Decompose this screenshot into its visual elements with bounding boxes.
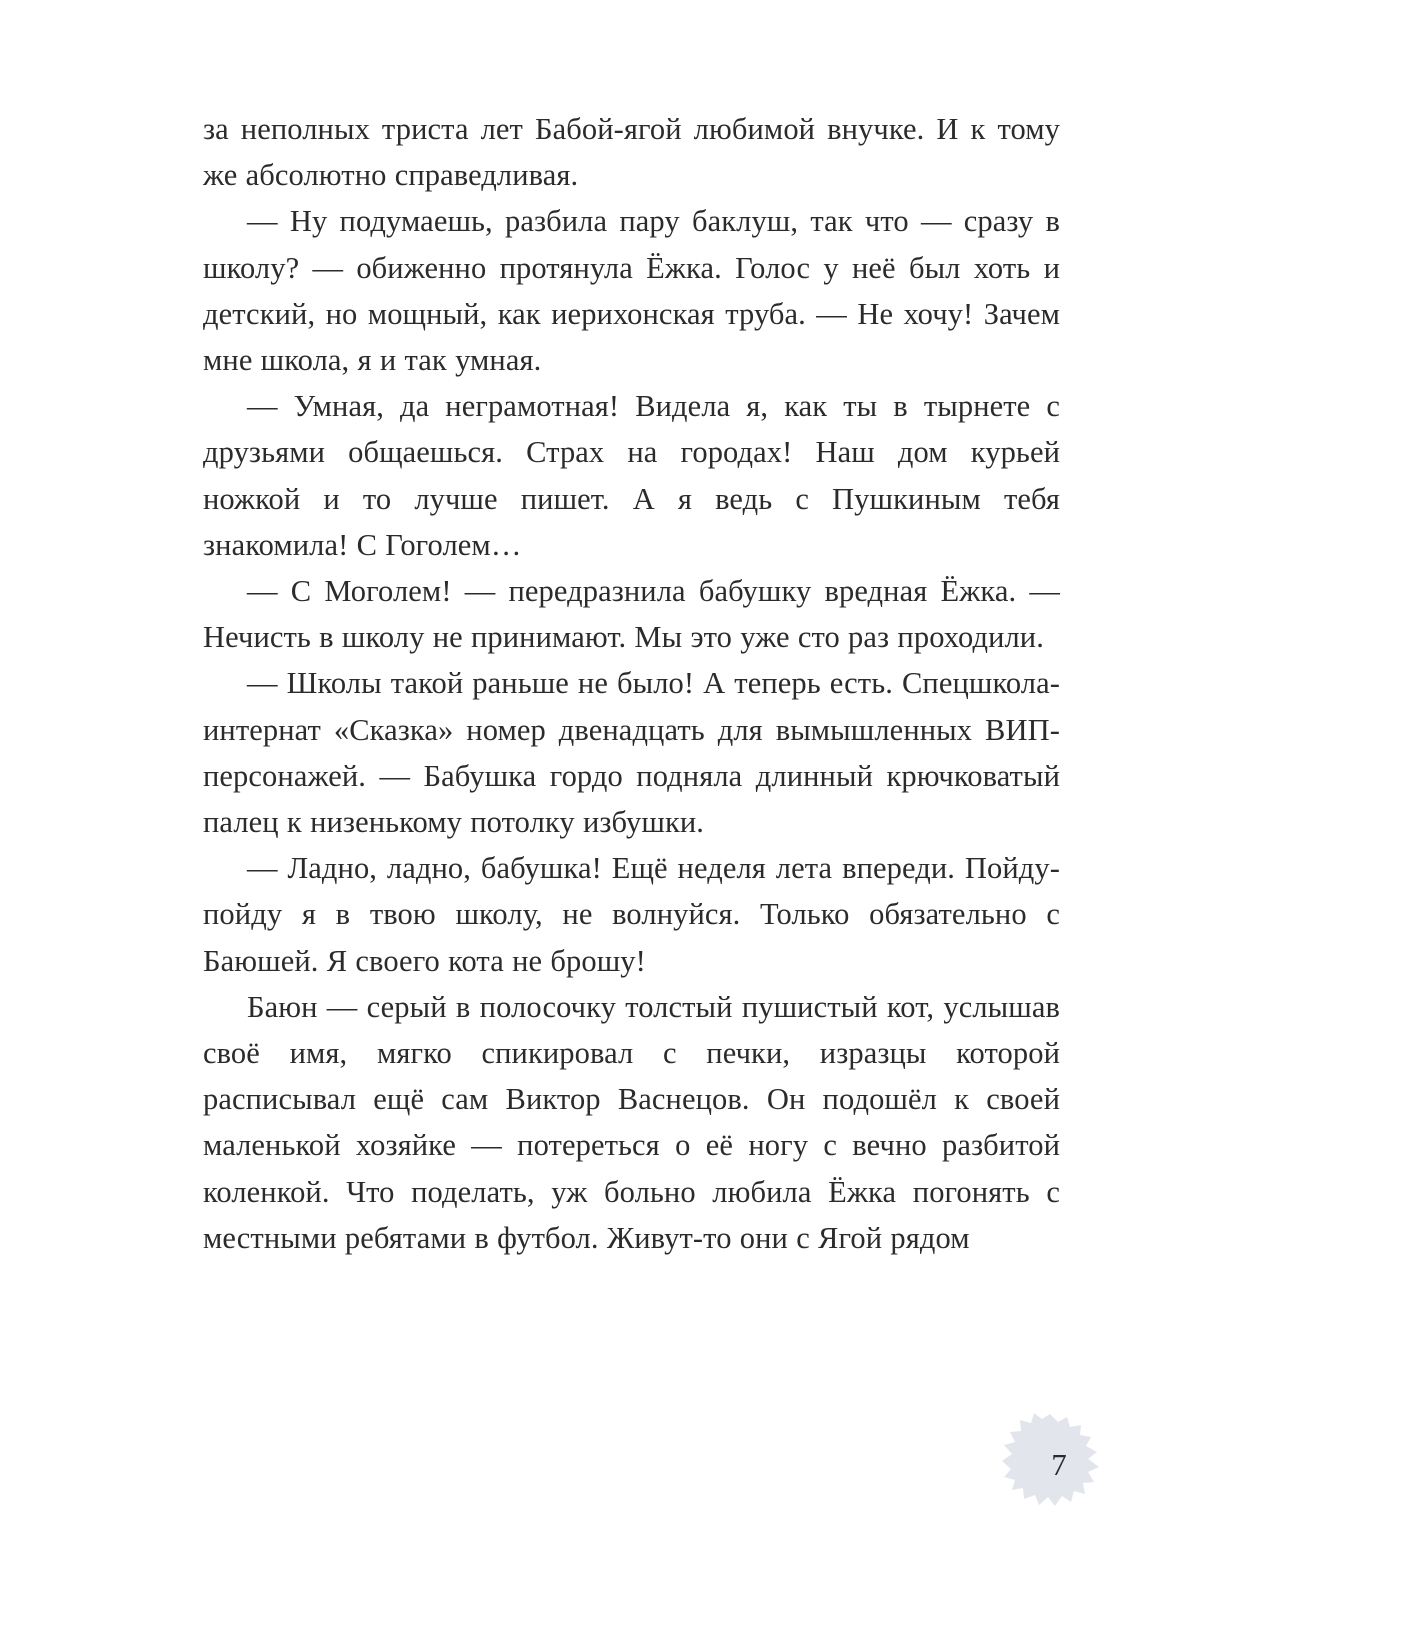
paragraph: — С Моголем! — передразнила бабушку вредная Ёжка. — Нечисть в школу не принимают. Мы это уже сто раз проходили. [203, 574, 1060, 655]
paragraph: за неполных триста лет Бабой-ягой любимой внучке. И к тому же абсолютно справедливая. [203, 112, 1060, 193]
page-number-ornament [1000, 1411, 1104, 1511]
paragraph: — Ну подумаешь, разбила пару баклуш, так что — сразу в школу? — обиженно протянула Ёжка. Голос у неё был хоть и детский, но мощный, как иерихонская труба. — Не хочу! Зачем мне школа, я и так умная. [203, 204, 1060, 378]
page-text-column [203, 106, 1060, 1261]
paragraph: — Ладно, ладно, бабушка! Ещё неделя лета впереди. Пойду-пойду я в твою школу, не волнуйся. Только обязательно с Баюшей. Я своего кота не брошу! [203, 851, 1060, 978]
paragraph: — Умная, да неграмотная! Видела я, как ты в тырнете с друзьями общаешься. Страх на городах! Наш дом курьей ножкой и то лучше пишет. А я ведь с Пушкиным тебя знакомила! С Гоголем… [203, 389, 1060, 562]
paragraph: Баюн — серый в полосочку толстый пушистый кот, услышав своё имя, мягко спикировал с печки, изразцы которой расписывал ещё сам Виктор Васнецов. Он подошёл к своей маленькой хозяйке — потереться о её ногу с вечно разбитой коленкой. Что поделать, уж больно любила Ёжка погонять с местными ребятами в футбол. Живут-то они с Ягой рядом [203, 989, 1060, 1255]
page-number: 7 [1051, 1446, 1067, 1482]
paragraph: — Школы такой раньше не было! А теперь есть. Спецшкола-интернат «Сказка» номер двенадцать для вымышленных ВИП-персонажей. — Бабушка гордо подняла длинный крючковатый палец к низенькому потолку избушки. [203, 666, 1060, 840]
